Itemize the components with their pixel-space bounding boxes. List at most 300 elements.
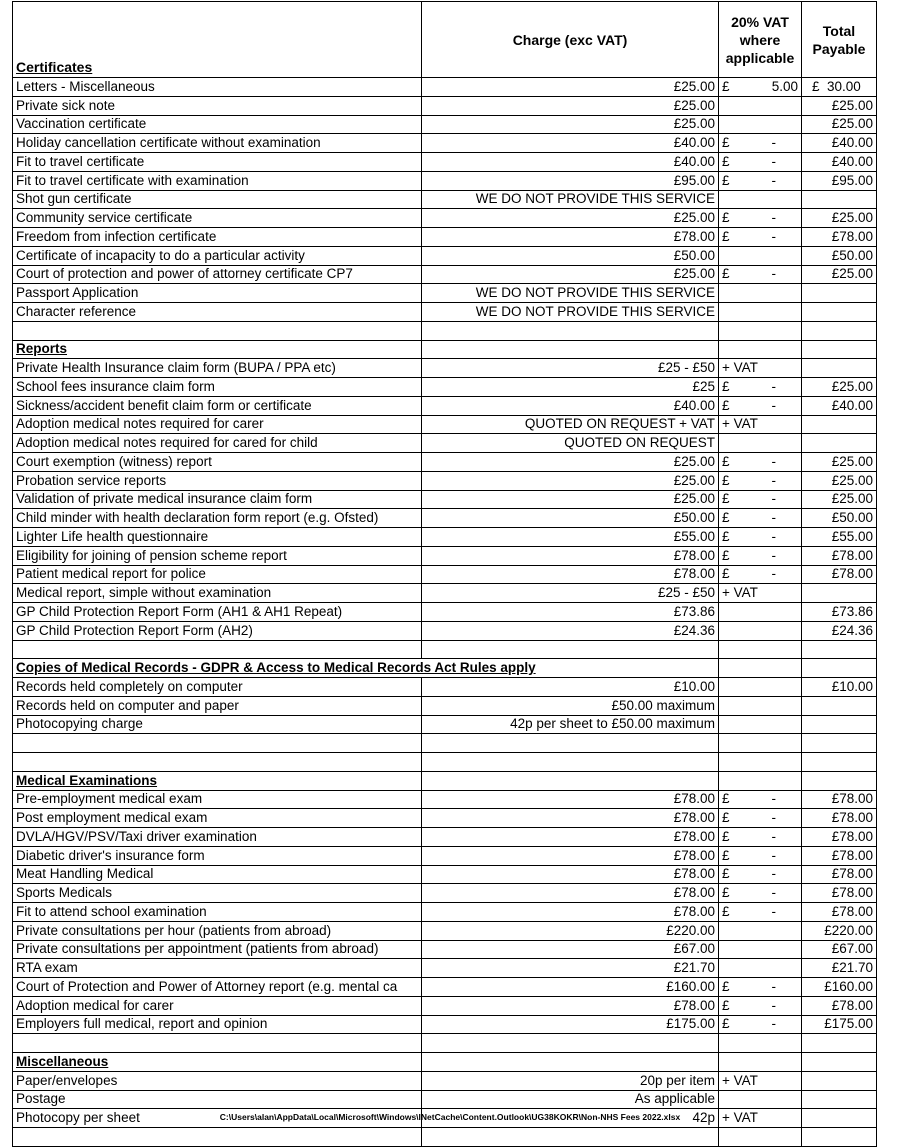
- item-description: Medical report, simple without examination: [13, 584, 422, 603]
- item-charge: £25.00: [422, 265, 719, 284]
- table-row: [13, 190, 877, 209]
- table-row: [13, 115, 877, 134]
- vat-amount: -: [771, 228, 776, 244]
- item-charge: £78.00: [422, 996, 719, 1015]
- item-description: Adoption medical for carer: [13, 996, 422, 1015]
- vat-amount: -: [771, 266, 776, 282]
- item-total: £78.00: [802, 846, 877, 865]
- item-vat: [719, 1090, 802, 1109]
- item-description: Eligibility for joining of pension scheme report: [13, 546, 422, 565]
- item-vat: [719, 809, 802, 828]
- item-vat: [719, 453, 802, 472]
- table-row: [13, 509, 877, 528]
- item-vat: [719, 490, 802, 509]
- table-row: [13, 959, 877, 978]
- table-row: [13, 434, 877, 453]
- item-description: Vaccination certificate: [13, 115, 422, 134]
- item-description: [13, 734, 422, 753]
- item-charge: As applicable: [422, 1090, 719, 1109]
- item-description: [13, 640, 422, 659]
- section-header-row: [13, 340, 877, 359]
- item-total: £78.00: [802, 790, 877, 809]
- vat-currency: £: [722, 78, 730, 94]
- item-charge: 42p per sheet to £50.00 maximum: [422, 715, 719, 734]
- table-row: [13, 603, 877, 622]
- item-description: DVLA/HGV/PSV/Taxi driver examination: [13, 828, 422, 847]
- empty-cell: [802, 659, 877, 678]
- item-vat: [719, 246, 802, 265]
- item-vat: [719, 753, 802, 772]
- table-row: [13, 790, 877, 809]
- vat-currency: £: [722, 266, 730, 282]
- table-row: [13, 734, 877, 753]
- vat-amount: -: [771, 566, 776, 582]
- item-vat: [719, 303, 802, 322]
- item-vat: [719, 134, 802, 153]
- table-row: [13, 828, 877, 847]
- vat-currency: £: [722, 978, 730, 994]
- item-vat: [719, 640, 802, 659]
- vat-currency: £: [722, 228, 730, 244]
- item-description: Community service certificate: [13, 209, 422, 228]
- item-total: [802, 753, 877, 772]
- table-row: [13, 921, 877, 940]
- vat-amount: -: [771, 1016, 776, 1032]
- vat-amount: -: [771, 978, 776, 994]
- item-description: Probation service reports: [13, 471, 422, 490]
- item-vat: [719, 434, 802, 453]
- item-total: [802, 715, 877, 734]
- vat-amount: 5.00: [771, 78, 798, 94]
- vat-amount: -: [771, 866, 776, 882]
- item-charge: £25.00: [422, 490, 719, 509]
- table-row: [13, 903, 877, 922]
- table-row: [13, 1034, 877, 1053]
- vat-currency: £: [722, 472, 730, 488]
- item-vat: [719, 228, 802, 247]
- item-charge: £67.00: [422, 940, 719, 959]
- item-description: Adoption medical notes required for carer: [13, 415, 422, 434]
- table-row: [13, 846, 877, 865]
- item-vat: [719, 996, 802, 1015]
- item-vat: [719, 565, 802, 584]
- vat-currency: £: [722, 397, 730, 413]
- item-charge: [422, 1034, 719, 1053]
- item-description: Freedom from infection certificate: [13, 228, 422, 247]
- item-total: £25.00: [802, 490, 877, 509]
- vat-currency: £: [722, 903, 730, 919]
- item-vat: [719, 471, 802, 490]
- item-charge: £78.00: [422, 809, 719, 828]
- item-total: £175.00: [802, 1015, 877, 1034]
- item-charge: £78.00: [422, 565, 719, 584]
- table-row: [13, 171, 877, 190]
- table-row: [13, 940, 877, 959]
- item-description: Photocopying charge: [13, 715, 422, 734]
- section-title-text: Reports: [16, 341, 68, 357]
- item-description: Post employment medical exam: [13, 809, 422, 828]
- item-vat: [719, 978, 802, 997]
- item-vat: [719, 846, 802, 865]
- header-row: [13, 2, 877, 78]
- item-total: £24.36: [802, 621, 877, 640]
- item-description: Paper/envelopes: [13, 1071, 422, 1090]
- table-row: [13, 359, 877, 378]
- item-total: £78.00: [802, 903, 877, 922]
- item-charge: £78.00: [422, 846, 719, 865]
- item-description: GP Child Protection Report Form (AH1 & AH1 Repeat): [13, 603, 422, 622]
- item-total: £50.00: [802, 509, 877, 528]
- item-total: £21.70: [802, 959, 877, 978]
- item-charge: £25.00: [422, 209, 719, 228]
- vat-amount: -: [771, 903, 776, 919]
- item-vat: [719, 828, 802, 847]
- item-total: £10.00: [802, 678, 877, 697]
- vat-currency: £: [722, 491, 730, 507]
- table-row: [13, 228, 877, 247]
- item-charge: WE DO NOT PROVIDE THIS SERVICE: [422, 303, 719, 322]
- vat-currency: £: [722, 210, 730, 226]
- item-vat: [719, 509, 802, 528]
- item-total: [802, 321, 877, 340]
- item-description: Employers full medical, report and opinion: [13, 1015, 422, 1034]
- item-description: GP Child Protection Report Form (AH2): [13, 621, 422, 640]
- item-charge: £78.00: [422, 865, 719, 884]
- item-charge: £25: [422, 378, 719, 397]
- item-vat: [719, 284, 802, 303]
- table-row: [13, 490, 877, 509]
- item-description: Court exemption (witness) report: [13, 453, 422, 472]
- item-description: Diabetic driver's insurance form: [13, 846, 422, 865]
- vat-amount: -: [771, 397, 776, 413]
- vat-currency: + VAT: [722, 416, 758, 432]
- item-charge: £24.36: [422, 621, 719, 640]
- item-vat: [719, 209, 802, 228]
- item-total: [802, 1071, 877, 1090]
- item-total: £55.00: [802, 528, 877, 547]
- item-vat: [719, 1034, 802, 1053]
- item-vat: [719, 528, 802, 547]
- item-description: Passport Application: [13, 284, 422, 303]
- item-total: [802, 1034, 877, 1053]
- header-section-title: Certificates: [13, 2, 422, 78]
- vat-amount: -: [771, 153, 776, 169]
- section-title-text: Medical Examinations: [16, 772, 158, 788]
- item-total: £25.00: [802, 115, 877, 134]
- empty-cell: [802, 1053, 877, 1072]
- item-description: Photocopy per sheet: [13, 1109, 422, 1128]
- vat-currency: £: [722, 1016, 730, 1032]
- item-charge: [422, 753, 719, 772]
- item-description: [13, 753, 422, 772]
- item-charge: £78.00: [422, 884, 719, 903]
- vat-amount: -: [771, 453, 776, 469]
- item-total: [802, 1128, 877, 1147]
- item-description: Private Health Insurance claim form (BUPA / PPA etc): [13, 359, 422, 378]
- item-vat: [719, 678, 802, 697]
- item-total: [802, 584, 877, 603]
- table-row: [13, 96, 877, 115]
- item-description: Certificate of incapacity to do a particular activity: [13, 246, 422, 265]
- item-total: [802, 734, 877, 753]
- item-description: Sickness/accident benefit claim form or certificate: [13, 396, 422, 415]
- item-description: Pre-employment medical exam: [13, 790, 422, 809]
- empty-cell: [719, 340, 802, 359]
- item-vat: [719, 790, 802, 809]
- item-vat: [719, 603, 802, 622]
- item-charge: £78.00: [422, 790, 719, 809]
- item-total: £25.00: [802, 209, 877, 228]
- vat-amount: -: [771, 135, 776, 151]
- vat-currency: £: [722, 828, 730, 844]
- item-charge: £40.00: [422, 134, 719, 153]
- item-description: Shot gun certificate: [13, 190, 422, 209]
- item-total: £40.00: [802, 153, 877, 172]
- item-total: £67.00: [802, 940, 877, 959]
- item-charge: £175.00: [422, 1015, 719, 1034]
- item-vat: [719, 696, 802, 715]
- vat-currency: £: [722, 997, 730, 1013]
- item-charge: £95.00: [422, 171, 719, 190]
- item-description: [13, 321, 422, 340]
- item-vat: [719, 584, 802, 603]
- empty-cell: [719, 1053, 802, 1072]
- table-row: [13, 303, 877, 322]
- table-row: [13, 621, 877, 640]
- item-description: Adoption medical notes required for cared for child: [13, 434, 422, 453]
- empty-cell: [802, 771, 877, 790]
- vat-amount: -: [771, 791, 776, 807]
- table-row: [13, 640, 877, 659]
- table-row: [13, 996, 877, 1015]
- vat-currency: + VAT: [722, 585, 758, 601]
- item-description: Child minder with health declaration form report (e.g. Ofsted): [13, 509, 422, 528]
- item-charge: £78.00: [422, 546, 719, 565]
- item-charge: £25.00: [422, 96, 719, 115]
- section-title: [13, 1053, 422, 1072]
- vat-amount: -: [771, 847, 776, 863]
- section-title: [13, 659, 719, 678]
- vat-currency: £: [722, 810, 730, 826]
- item-vat: [719, 621, 802, 640]
- item-charge: £220.00: [422, 921, 719, 940]
- header-total: Total Payable: [802, 2, 877, 78]
- vat-currency: £: [722, 885, 730, 901]
- item-description: [13, 1034, 422, 1053]
- vat-amount: -: [771, 491, 776, 507]
- item-charge: £25.00: [422, 471, 719, 490]
- item-vat: [719, 546, 802, 565]
- item-charge: £21.70: [422, 959, 719, 978]
- vat-amount: -: [771, 378, 776, 394]
- item-description: Records held completely on computer: [13, 678, 422, 697]
- item-charge: £50.00: [422, 509, 719, 528]
- item-total: [802, 190, 877, 209]
- table-row: [13, 284, 877, 303]
- empty-cell: [719, 771, 802, 790]
- item-vat: [719, 959, 802, 978]
- table-row: [13, 134, 877, 153]
- table-row: [13, 546, 877, 565]
- item-vat: [719, 78, 802, 97]
- item-total: [802, 359, 877, 378]
- item-total: £73.86: [802, 603, 877, 622]
- table-row: [13, 865, 877, 884]
- section-header-row: [13, 659, 877, 678]
- item-total: £160.00: [802, 978, 877, 997]
- vat-amount: -: [771, 828, 776, 844]
- vat-amount: -: [771, 885, 776, 901]
- table-row: [13, 678, 877, 697]
- empty-cell: [422, 1053, 719, 1072]
- item-total: £78.00: [802, 865, 877, 884]
- item-charge: £25 - £50: [422, 359, 719, 378]
- fees-table: [12, 1, 877, 1147]
- item-total: £78.00: [802, 828, 877, 847]
- item-total: £25.00: [802, 378, 877, 397]
- vat-currency: £: [722, 378, 730, 394]
- item-total: [802, 696, 877, 715]
- item-vat: [719, 715, 802, 734]
- file-path-footer: C:\Users\alan\AppData\Local\Microsoft\Windows\INetCache\Content.Outlook\UG38KOKR\Non-NHS Fees 2022.xlsx: [219, 1112, 681, 1122]
- item-charge: QUOTED ON REQUEST + VAT: [422, 415, 719, 434]
- item-charge: £25.00: [422, 453, 719, 472]
- item-total: [802, 415, 877, 434]
- item-total: [802, 640, 877, 659]
- item-vat: [719, 940, 802, 959]
- section-title: [13, 771, 422, 790]
- item-description: Court of protection and power of attorney certificate CP7: [13, 265, 422, 284]
- item-charge: [422, 640, 719, 659]
- item-charge: £160.00: [422, 978, 719, 997]
- item-vat: [719, 921, 802, 940]
- section-title-text: Copies of Medical Records - GDPR & Access to Medical Records Act Rules apply: [16, 660, 536, 676]
- item-vat: [719, 359, 802, 378]
- item-charge: [422, 321, 719, 340]
- empty-cell: [802, 340, 877, 359]
- item-vat: [719, 115, 802, 134]
- item-description: Private consultations per hour (patients from abroad): [13, 921, 422, 940]
- item-total: £25.00: [802, 96, 877, 115]
- vat-currency: + VAT: [722, 1072, 758, 1088]
- item-total: £78.00: [802, 546, 877, 565]
- vat-currency: £: [722, 453, 730, 469]
- section-header-row: [13, 1053, 877, 1072]
- item-total: £78.00: [802, 565, 877, 584]
- item-total: £50.00: [802, 246, 877, 265]
- item-total: £78.00: [802, 996, 877, 1015]
- item-description: Character reference: [13, 303, 422, 322]
- table-row: [13, 528, 877, 547]
- item-total: £25.00: [802, 453, 877, 472]
- vat-amount: -: [771, 510, 776, 526]
- table-row: [13, 1128, 877, 1147]
- table-row: [13, 809, 877, 828]
- item-total: £25.00: [802, 471, 877, 490]
- item-vat: [719, 265, 802, 284]
- item-charge: [422, 734, 719, 753]
- item-charge: £25.00: [422, 115, 719, 134]
- item-total: £78.00: [802, 884, 877, 903]
- vat-currency: £: [722, 510, 730, 526]
- item-description: Sports Medicals: [13, 884, 422, 903]
- table-row: [13, 1090, 877, 1109]
- table-row: [13, 415, 877, 434]
- table-row: [13, 715, 877, 734]
- item-total: [802, 1090, 877, 1109]
- item-vat: [719, 153, 802, 172]
- item-vat: [719, 884, 802, 903]
- item-charge: 20p per item: [422, 1071, 719, 1090]
- table-row: [13, 753, 877, 772]
- item-charge: £25 - £50: [422, 584, 719, 603]
- item-charge: £78.00: [422, 828, 719, 847]
- item-charge: [422, 1128, 719, 1147]
- vat-currency: £: [722, 172, 730, 188]
- item-description: Patient medical report for police: [13, 565, 422, 584]
- item-description: School fees insurance claim form: [13, 378, 422, 397]
- item-charge: £78.00: [422, 903, 719, 922]
- vat-currency: £: [722, 547, 730, 563]
- vat-currency: £: [722, 135, 730, 151]
- item-charge: £40.00: [422, 153, 719, 172]
- item-vat: [719, 190, 802, 209]
- vat-amount: -: [771, 210, 776, 226]
- table-row: [13, 584, 877, 603]
- table-row: [13, 1071, 877, 1090]
- table-row: [13, 884, 877, 903]
- item-description: Fit to travel certificate: [13, 153, 422, 172]
- table-row: [13, 453, 877, 472]
- vat-currency: £: [722, 528, 730, 544]
- item-vat: [719, 865, 802, 884]
- table-row: [13, 378, 877, 397]
- item-charge: WE DO NOT PROVIDE THIS SERVICE: [422, 284, 719, 303]
- item-vat: [719, 378, 802, 397]
- table-row: [13, 209, 877, 228]
- item-description: Meat Handling Medical: [13, 865, 422, 884]
- item-description: Validation of private medical insurance claim form: [13, 490, 422, 509]
- item-description: Fit to travel certificate with examination: [13, 171, 422, 190]
- header-vat: 20% VAT where applicable: [719, 2, 802, 78]
- item-total: £25.00: [802, 265, 877, 284]
- header-charge: Charge (exc VAT): [422, 2, 719, 78]
- item-charge: QUOTED ON REQUEST: [422, 434, 719, 453]
- vat-amount: -: [771, 547, 776, 563]
- item-charge: 42p: [422, 1109, 719, 1128]
- item-total: [802, 303, 877, 322]
- item-description: [13, 1128, 422, 1147]
- item-charge: £25.00: [422, 78, 719, 97]
- table-row: [13, 565, 877, 584]
- vat-currency: £: [722, 847, 730, 863]
- vat-amount: -: [771, 810, 776, 826]
- item-charge: £73.86: [422, 603, 719, 622]
- item-description: RTA exam: [13, 959, 422, 978]
- item-total: £40.00: [802, 134, 877, 153]
- table-row: [13, 265, 877, 284]
- item-charge: £10.00: [422, 678, 719, 697]
- table-row: [13, 1015, 877, 1034]
- item-charge: £78.00: [422, 228, 719, 247]
- vat-currency: £: [722, 566, 730, 582]
- item-vat: [719, 1128, 802, 1147]
- item-charge: £50.00 maximum: [422, 696, 719, 715]
- vat-currency: + VAT: [722, 1110, 758, 1126]
- table-row: [13, 696, 877, 715]
- item-description: Letters - Miscellaneous: [13, 78, 422, 97]
- item-vat: [719, 321, 802, 340]
